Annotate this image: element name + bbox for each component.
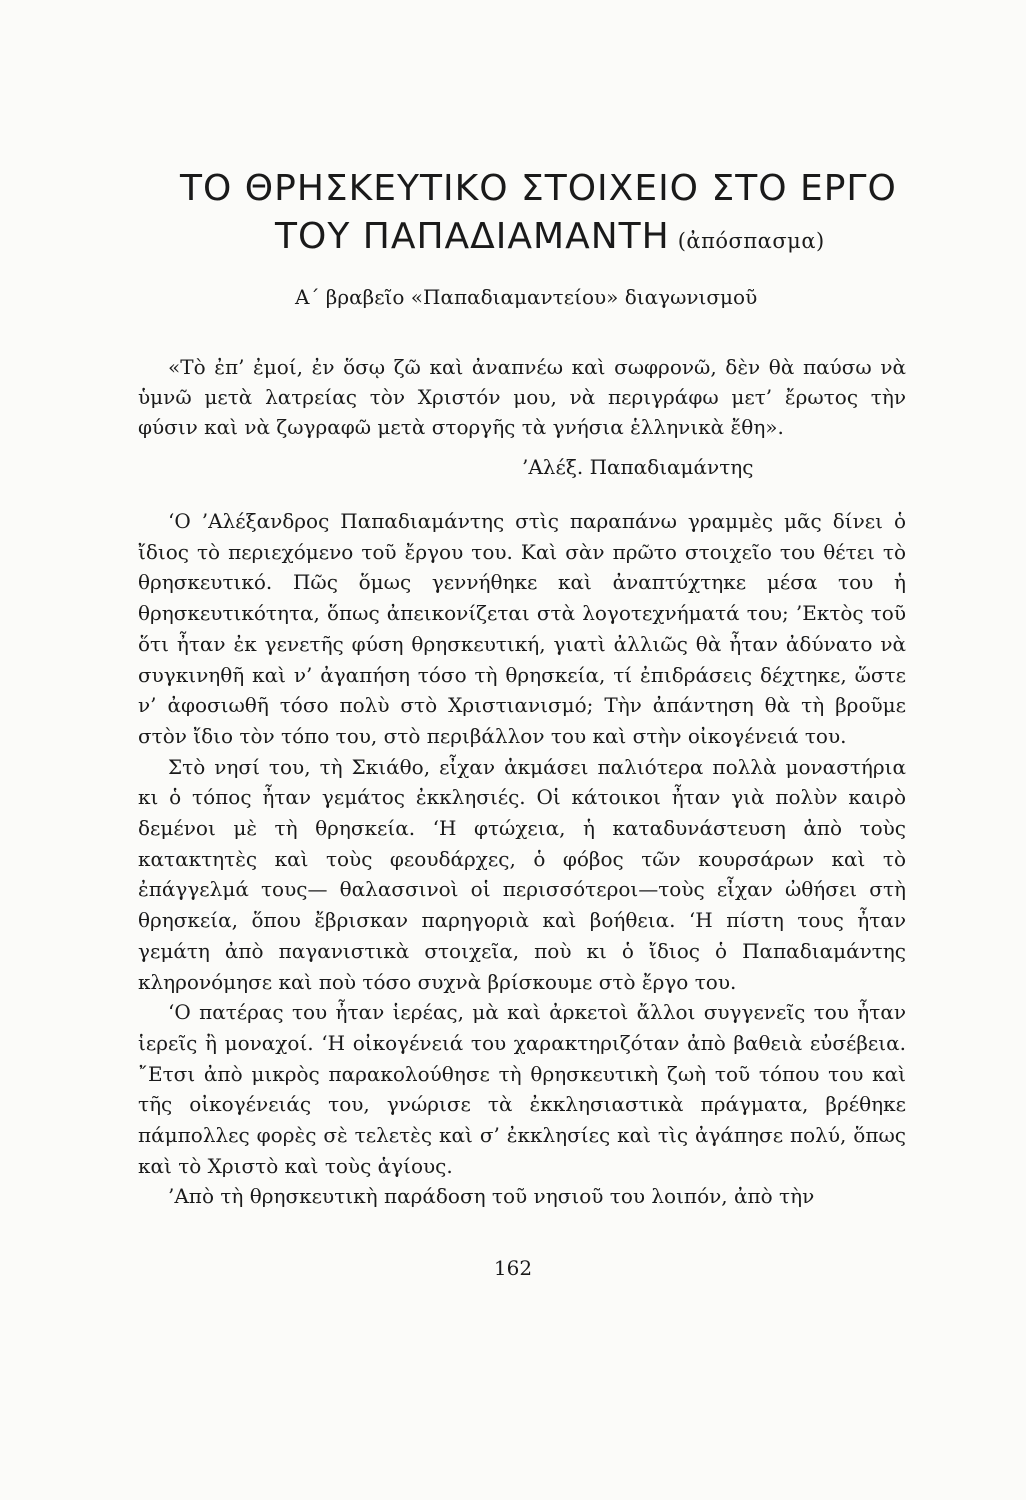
award-subtitle: Α΄ βραβεῖο «Παπαδιαμαντείου» διαγωνισμοῦ (295, 285, 758, 309)
title-note: (ἀπόσπασμα) (677, 229, 825, 253)
paragraph: ‘Ο ’Αλέξανδρος Παπαδιαμάντης στὶς παραπάνω γραμμὲς μᾶς δίνει ὁ ἴδιος τὸ περιεχόμενο τοῦ ἔργου του. Καὶ σὰν πρῶτο στοιχεῖο του θέτει τὸ θρησκευτικό. Πῶς ὅμως γεννήθηκε καὶ ἀναπτύχτηκε μέσα του ἡ θρησκευτικότητα, ὅπως ἀπεικονίζεται στὰ λογοτεχνήματά του; ’Εκτὸς τοῦ ὅτι ἦταν ἐκ γενετῆς φύση θρησκευτική, γιατὶ ἀλλιῶς θὰ ἦταν ἀδύνατο νὰ συγκινηθῆ καὶ ν’ ἀγαπήση τόσο τὴ θρησκεία, τί ἐπιδράσεις δέχτηκε, ὥστε ν’ ἀφοσιωθῆ τόσο πολὺ στὸ Χριστιανισμό; Τὴν ἀπάντηση θὰ τὴ βροῦμε στὸν ἴδιο τὸν τόπο του, στὸ περιβάλλον του καὶ στὴν οἰκογένειά του. (138, 509, 906, 748)
title-line-1: ΤΟ ΘΡΗΣΚΕΥΤΙΚΟ ΣΤΟΙΧΕΙΟ ΣΤΟ ΕΡΓΟ (180, 168, 897, 209)
title-line-2-text: ΤΟΥ ΠΑΠΑΔΙΑΜΑΝΤΗ (275, 216, 670, 257)
article-title (180, 165, 897, 265)
page-number: 162 (493, 1256, 533, 1280)
title-line-2 (180, 213, 880, 265)
body-text (138, 506, 906, 1212)
paragraph: Στὸ νησί του, τὴ Σκιάθο, εἶχαν ἀκμάσει παλιότερα πολλὰ μοναστήρια κι ὁ τόπος ἦταν γεμάτος ἐκκλησιές. Οἱ κάτοικοι ἦταν γιὰ πολὺν καιρὸ δεμένοι μὲ τὴ θρησκεία. ‘Η φτώχεια, ἡ καταδυνάστευση ἀπὸ τοὺς κατακτητὲς καὶ τοὺς φεουδάρχες, ὁ φόβος τῶν κουρσάρων καὶ τὸ ἐπάγγελμά τους— θαλασσινοὶ οἱ περισσότεροι—τοὺς εἶχαν ὠθήσει στὴ θρησκεία, ὅπου ἔβρισκαν παρηγοριὰ καὶ βοήθεια. ‘Η πίστη τους ἦταν γεμάτη ἀπὸ παγανιστικὰ στοιχεῖα, ποὺ κι ὁ ἴδιος ὁ Παπαδιαμάντης κληρονόμησε καὶ ποὺ τόσο συχνὰ βρίσκουμε στὸ ἔργο του. (138, 754, 906, 994)
epigraph-author: ’Αλέξ. Παπαδιαμάντης (522, 455, 754, 479)
paragraph: ‘Ο πατέρας του ἦταν ἱερέας, μὰ καὶ ἀρκετοὶ ἄλλοι συγγενεῖς του ἦταν ἱερεῖς ἢ μοναχοί. ‘Η οἰκογένειά του χαρακτηριζόταν ἀπὸ βαθειὰ εὐσέβεια. ῎Ετσι ἀπὸ μικρὸς παρακολούθησε τὴ θρησκευτικὴ ζωὴ τοῦ τόπου του καὶ τῆς οἰκογένειάς του, γνώρισε τὰ ἐκκλησιαστικὰ πράγματα, βρέθηκε πάμπολλες φορὲς σὲ τελετὲς καὶ σ’ ἐκκλησίες καὶ τὶς ἀγάπησε πολύ, ὅπως καὶ τὸ Χριστὸ καὶ τοὺς ἁγίους. (138, 1000, 906, 1178)
epigraph-quote: «Τὸ ἐπ’ ἐμοί, ἐν ὅσῳ ζῶ καὶ ἀναπνέω καὶ σωφρονῶ, δὲν θὰ παύσω νὰ ὑμνῶ μετὰ λατρείας τὸν Χριστόν μου, νὰ περιγράφω μετ’ ἔρωτος τὴν φύσιν καὶ νὰ ζωγραφῶ μετὰ στοργῆς τὰ γνήσια ἑλληνικὰ ἔθη». (138, 355, 906, 439)
paragraph: ’Απὸ τὴ θρησκευτικὴ παράδοση τοῦ νησιοῦ του λοιπόν, ἀπὸ τὴν (168, 1184, 815, 1209)
